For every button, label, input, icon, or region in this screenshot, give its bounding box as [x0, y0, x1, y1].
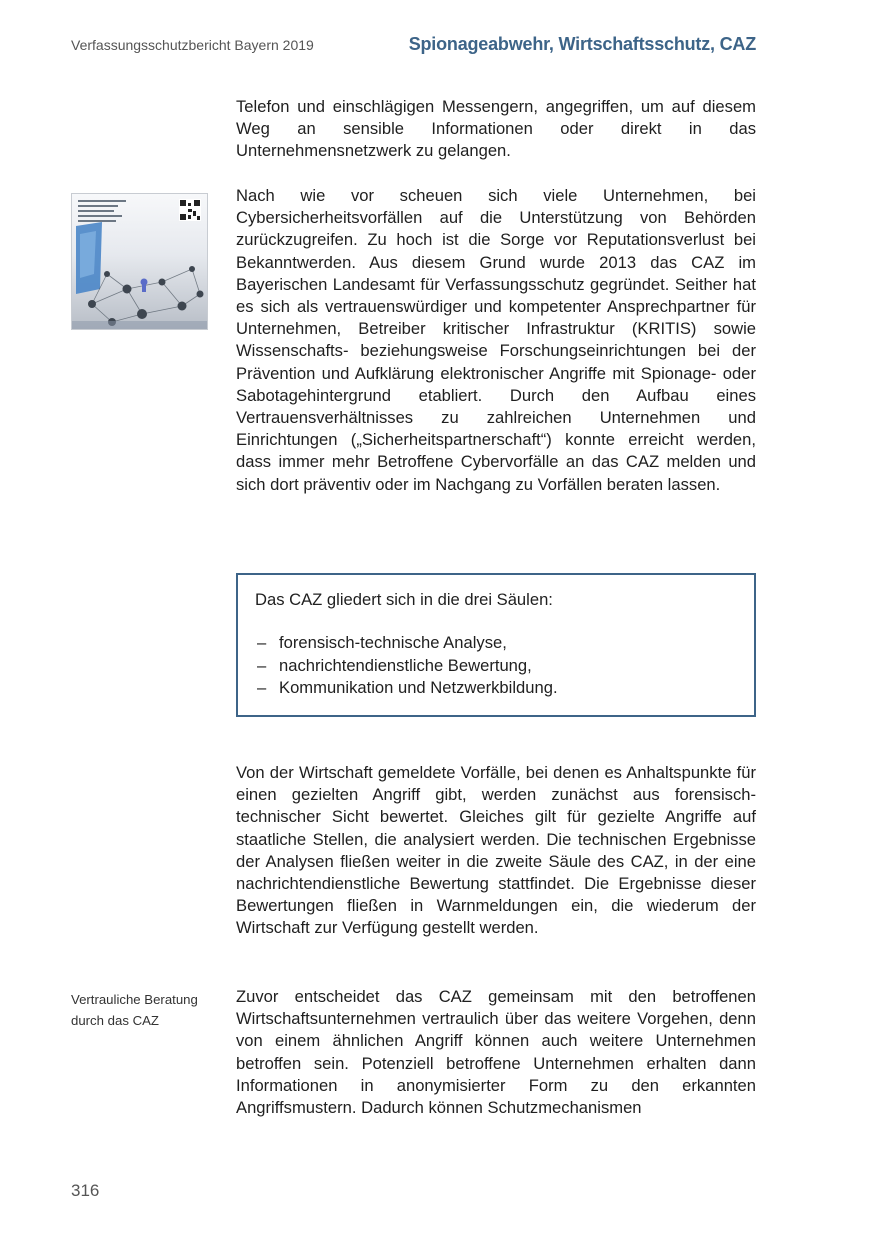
- margin-note: Vertrauliche Beratung durch das CAZ: [71, 992, 198, 1028]
- infobox-pillar-list: [255, 632, 558, 700]
- paragraph-messenger-attacks: Telefon und einschlägigen Messengern, angegriffen, um auf diesem Weg an sensible Informationen oder direkt in das Unternehmensnetzwerk zu gelangen.: [236, 97, 756, 161]
- paragraph-caz-founding: Nach wie vor scheuen sich viele Unternehmen, bei Cybersicherheitsvorfällen auf die Unterstützung von Behörden zurückzugreifen. Zu hoch ist die Sorge vor Reputationsverlust bei Bekanntwerden. Aus diesem Grund wurde 2013 das CAZ im Bayerischen Landesamt für Verfassungsschutz gegründet. Seither hat es sich als vertrauenswürdiger und kompetenter Ansprechpartner für Unternehmen, Betreiber kritischer Infrastruktur (KRITIS) sowie Wissenschafts- beziehungsweise Forschungseinrichtungen bei der Prävention und Aufklärung elektronischer Angriffe mit Spionage- oder Sabotagehintergrund etabliert. Durch den Aufbau eines Vertrauensverhältnisses zu zahlreichen Unternehmen und Einrichtungen („Sicherheitspartnerschaft“) konnte erreicht werden, dass immer mehr Betroffene Cybervorfälle an das CAZ melden und sich dort präventiv oder im Nachgang zu Vorfällen beraten lassen.: [236, 186, 756, 494]
- page-number: 316: [71, 1181, 100, 1200]
- paragraph-confidential-procedure: Zuvor entscheidet das CAZ gemeinsam mit den betroffenen Wirtschaftsunternehmen vertraulich über das weitere Vorgehen, denn von einem ähnlichen Angriff können auch weitere Unternehmen betroffen sein. Potenziell betroffene Unternehmen erhalten dann Informationen in anonymisierter Form zu den erkannten Angriffsmustern. Dadurch können Schutzmechanismen: [236, 987, 756, 1118]
- running-header-left: Verfassungsschutzbericht Bayern 2019: [71, 37, 314, 53]
- infobox-intro: Das CAZ gliedert sich in die drei Säulen:: [255, 590, 553, 609]
- list-item: – nachrichtendienstliche Bewertung,: [255, 655, 558, 678]
- cyber-initiative-poster-image: [71, 193, 208, 330]
- list-item: – Kommunikation und Netzwerkbildung.: [255, 677, 558, 700]
- running-header-section-title: Spionageabwehr, Wirtschaftsschutz, CAZ: [408, 34, 756, 54]
- list-item: – forensisch-technische Analyse,: [255, 632, 558, 655]
- paragraph-incident-evaluation: Von der Wirtschaft gemeldete Vorfälle, bei denen es Anhaltspunkte für einen gezielten Angriff gibt, werden zunächst aus forensisch-technischer Sicht bewertet. Gleiches gilt für gezielte Angriffe auf staatliche Stellen, die analysiert werden. Die technischen Ergebnisse der Analysen fließen weiter in die zweite Säule des CAZ, in der eine nachrichtendienstliche Bewertung stattfindet. Die Ergebnisse dieser Bewertungen fließen in Warnmeldungen ein, die wiederum der Wirtschaft zur Verfügung gestellt werden.: [236, 763, 756, 938]
- caz-pillars-infobox: [236, 573, 756, 717]
